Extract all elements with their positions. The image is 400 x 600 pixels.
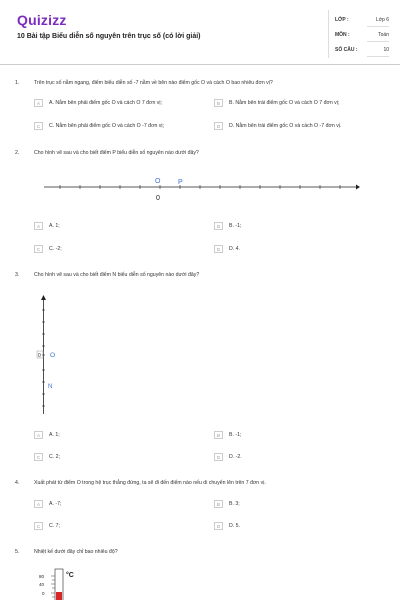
option-c[interactable]: C C. -2;: [34, 245, 62, 253]
option-d[interactable]: D D. 5.: [214, 522, 240, 530]
question-text: Nhiệt kế dưới đây chỉ bao nhiêu độ?: [34, 549, 118, 555]
horizontal-number-line: [40, 170, 360, 206]
question-number: 2.: [15, 150, 20, 156]
tick-0: 0: [42, 591, 45, 596]
question-text: Trên trục số nằm ngang, điểm biểu diễn số -7 nằm về bên nào điểm gốc O và cách O bao nhiêu đơn vị?: [34, 80, 273, 86]
meta-class: LỚP : Lớp 6: [335, 17, 389, 23]
option-b[interactable]: B B. -1;: [214, 222, 241, 230]
option-c[interactable]: C C. 2;: [34, 453, 60, 461]
option-c[interactable]: C C. Nằm bên phải điểm gốc O và cách O -7 đơn vị;: [34, 122, 164, 130]
thermometer-figure: [36, 566, 96, 600]
document-title: 10 Bài tập Biểu diễn số nguyên trên trục số (có lời giải): [17, 33, 201, 40]
option-a[interactable]: A A. -7;: [34, 500, 61, 508]
zero-label: 0: [156, 195, 160, 202]
point-p-label: P: [178, 179, 183, 186]
option-a[interactable]: A A. 1;: [34, 431, 60, 439]
zero-label: 0: [38, 353, 41, 359]
tick-40: 40: [39, 582, 45, 587]
meta-box: [328, 10, 388, 58]
option-d[interactable]: D D. -2.: [214, 453, 242, 461]
header-divider: [0, 64, 400, 65]
option-a[interactable]: A A. 1;: [34, 222, 60, 230]
option-d[interactable]: D D. Nằm bên trái điểm gốc O và cách O -7 đơn vị.: [214, 122, 341, 130]
origin-label: O: [155, 178, 161, 185]
question-number: 3.: [15, 272, 20, 278]
option-c[interactable]: C C. 7;: [34, 522, 60, 530]
origin-label: O: [50, 352, 56, 359]
option-b[interactable]: B B. Nằm bên trái điểm gốc O và cách O 7 đơn vị;: [214, 99, 339, 107]
thermometer-mercury: [56, 592, 62, 600]
option-b[interactable]: B B. -1;: [214, 431, 241, 439]
question-number: 4.: [15, 480, 20, 486]
question-number: 1.: [15, 80, 20, 86]
question-text: Xuất phát từ điểm O trong hệ trục thẳng đứng, ta sẽ đi đến điểm nào nếu di chuyển lên trên 7 đơn vị.: [34, 480, 266, 486]
meta-subject: MÔN : Toán: [335, 32, 389, 38]
option-d[interactable]: D D. 4.: [214, 245, 240, 253]
vertical-number-line: [34, 292, 74, 417]
meta-count: SỐ CÂU : 10: [335, 47, 389, 53]
question-text: Cho hình vẽ sau và cho biết điểm N biểu diễn số nguyên nào dưới đây?: [34, 272, 200, 278]
option-a[interactable]: A A. Nằm bên phải điểm gốc O và cách O 7 đơn vị;: [34, 99, 162, 107]
tick-80: 80: [39, 574, 45, 579]
question-number: 5.: [15, 549, 20, 555]
quizizz-logo: Quizizz: [17, 12, 67, 28]
unit-label: °C: [66, 572, 74, 579]
question-text: Cho hình vẽ sau và cho biết điểm P biểu diễn số nguyên nào dưới đây?: [34, 150, 199, 156]
point-n-label: N: [48, 384, 53, 390]
option-b[interactable]: B B. 3;: [214, 500, 240, 508]
